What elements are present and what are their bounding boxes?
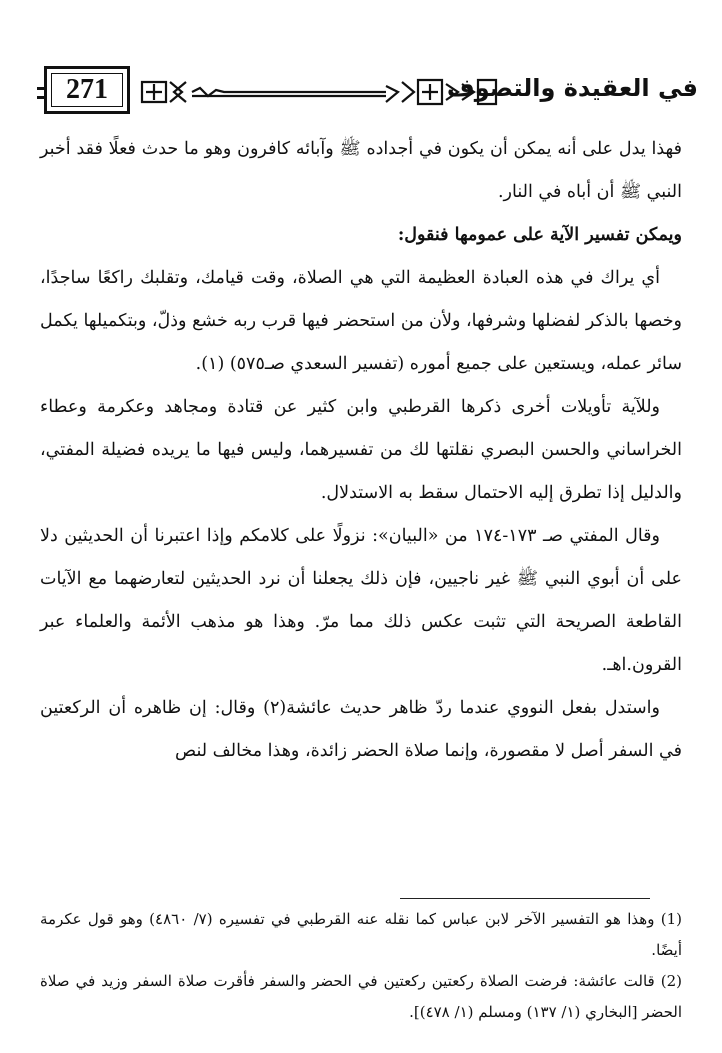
footnote-separator [400,898,650,899]
footnote-1: (1) وهذا هو التفسير الآخر لابن عباس كما نقله عنه القرطبي في تفسيره (٧/ ٤٨٦٠) وهو قول عكرمة أيضًا. [40,910,683,959]
footnotes [40,904,682,1028]
main-text [40,128,682,773]
page-number: 271 [66,74,108,105]
paragraph-6: واستدل بفعل النووي عندما ردّ ظاهر حديث عائشة(٢) وقال: إن ظاهره أن الركعتين في السفر أصل لا مقصورة، وإنما صلاة الحضر زائدة، وهذا مخالف لنص [40,698,682,761]
page-number-frame [44,66,130,114]
paragraph-2: ويمكن تفسير الآية على عمومها فنقول: [397,225,682,245]
paragraph-4: وللآية تأويلات أخرى ذكرها القرطبي وابن كثير عن قتادة ومجاهد وعكرمة وعطاء الخراساني والحسن البصري نقلتها لك من تفسيرهما، وليس فيها ما يريده فضيلة المفتي، والدليل إذا تطرق إليه الاحتمال سقط به الاستدلال. [40,397,682,503]
page-header [30,52,698,122]
paragraph-5: وقال المفتي صـ ١٧٣-١٧٤ من «البيان»: نزولًا على كلامكم وإذا اعتبرنا أن الحديثين دلا على أن أبوي النبي ﷺ غير ناجيين، فإن ذلك يجعلنا أن نرد الحديثين لتعارضهما مع الآيات القاطعة الصريحة التي تثبت عكس ذلك مما مرّ. وهذا هو مذهب الأئمة والعلماء عبر القرون.اهـ. [40,526,682,675]
paragraph-1: فهذا يدل على أنه يمكن أن يكون في أجداده ﷺ وآبائه كافرون وهو ما حدث فعلًا فقد أخبر النبي ﷺ أن أباه في النار. [40,139,682,202]
paragraph-3: أي يراك في هذه العبادة العظيمة التي هي الصلاة، وقت قيامك، وتقلبك راكعًا ساجدًا، وخصها بالذكر لفضلها وشرفها، ولأن من استحضر فيها قرب ربه خشع وذلّ، وبتكميلها يكمل سائر عمله، ويستعين على جميع أموره (تفسير السعدي صـ٥٧٥) (١). [40,268,682,374]
footnote-2: (2) قالت عائشة: فرضت الصلاة ركعتين ركعتين في الحضر والسفر فأقرت صلاة السفر وزيد في صلاة الحضر [البخاري (١/ ١٣٧) ومسلم (١/ ٤٧٨)]. [40,972,682,1021]
running-title: في العقيدة والتصوف [446,74,698,102]
